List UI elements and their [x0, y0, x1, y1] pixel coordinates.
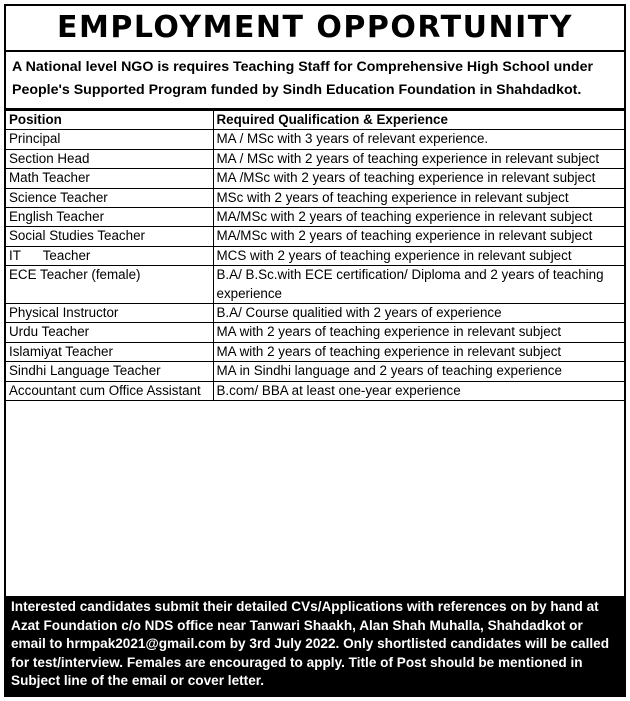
table-row — [6, 381, 624, 400]
position-cell: Section Head — [6, 149, 213, 168]
application-instructions: Interested candidates submit their detailed CVs/Applications with references on by hand at Azat Foundation c/o NDS office near Tanwari Shaakh, Alan Shah Muhalla, Shahdadkot or email to hrmpak2021@gmail.com by 3rd July 2022. Only shortlisted candidates will be called for test/interview. Females are encouraged to apply. Title of Post should be mentioned in Subject line of the email or cover letter. — [6, 596, 624, 695]
positions-table — [6, 110, 624, 401]
position-cell: Science Teacher — [6, 188, 213, 207]
position-cell: Sindhi Language Teacher — [6, 362, 213, 381]
qualification-cell: MCS with 2 years of teaching experience in relevant subject — [213, 246, 624, 265]
position-cell: IT Teacher — [6, 246, 213, 265]
table-header-row — [6, 111, 624, 130]
table-row — [6, 342, 624, 361]
table-row — [6, 362, 624, 381]
header-position: Position — [6, 111, 213, 130]
qualification-cell: B.A/ B.Sc.with ECE certification/ Diploma and 2 years of teaching experience — [213, 266, 624, 304]
qualification-cell: MA in Sindhi language and 2 years of teaching experience — [213, 362, 624, 381]
ad-title: EMPLOYMENT OPPORTUNITY — [6, 6, 624, 52]
table-row — [6, 130, 624, 149]
job-advertisement — [4, 4, 626, 697]
position-cell: Principal — [6, 130, 213, 149]
positions-table-body — [6, 130, 624, 401]
position-cell: Math Teacher — [6, 169, 213, 188]
qualification-cell: MA / MSc with 3 years of relevant experience. — [213, 130, 624, 149]
table-row — [6, 227, 624, 246]
position-cell: Physical Instructor — [6, 304, 213, 323]
qualification-cell: B.A/ Course qualitied with 2 years of experience — [213, 304, 624, 323]
qualification-cell: MA with 2 years of teaching experience in relevant subject — [213, 342, 624, 361]
table-row — [6, 149, 624, 168]
ad-intro: A National level NGO is requires Teaching Staff for Comprehensive High School under People's Supported Program funded by Sindh Education Foundation in Shahdadkot. — [6, 52, 624, 110]
position-cell: Accountant cum Office Assistant — [6, 381, 213, 400]
table-row — [6, 266, 624, 304]
qualification-cell: B.com/ BBA at least one-year experience — [213, 381, 624, 400]
table-row — [6, 323, 624, 342]
qualification-cell: MA /MSc with 2 years of teaching experience in relevant subject — [213, 169, 624, 188]
table-row — [6, 188, 624, 207]
position-cell: English Teacher — [6, 208, 213, 227]
qualification-cell: MA/MSc with 2 years of teaching experience in relevant subject — [213, 208, 624, 227]
qualification-cell: MA/MSc with 2 years of teaching experience in relevant subject — [213, 227, 624, 246]
table-row — [6, 246, 624, 265]
qualification-cell: MA / MSc with 2 years of teaching experience in relevant subject — [213, 149, 624, 168]
table-row — [6, 169, 624, 188]
qualification-cell: MSc with 2 years of teaching experience in relevant subject — [213, 188, 624, 207]
table-row — [6, 304, 624, 323]
position-cell: Urdu Teacher — [6, 323, 213, 342]
header-qualification: Required Qualification & Experience — [213, 111, 624, 130]
position-cell: ECE Teacher (female) — [6, 266, 213, 304]
qualification-cell: MA with 2 years of teaching experience in relevant subject — [213, 323, 624, 342]
position-cell: Social Studies Teacher — [6, 227, 213, 246]
table-row — [6, 208, 624, 227]
position-cell: Islamiyat Teacher — [6, 342, 213, 361]
